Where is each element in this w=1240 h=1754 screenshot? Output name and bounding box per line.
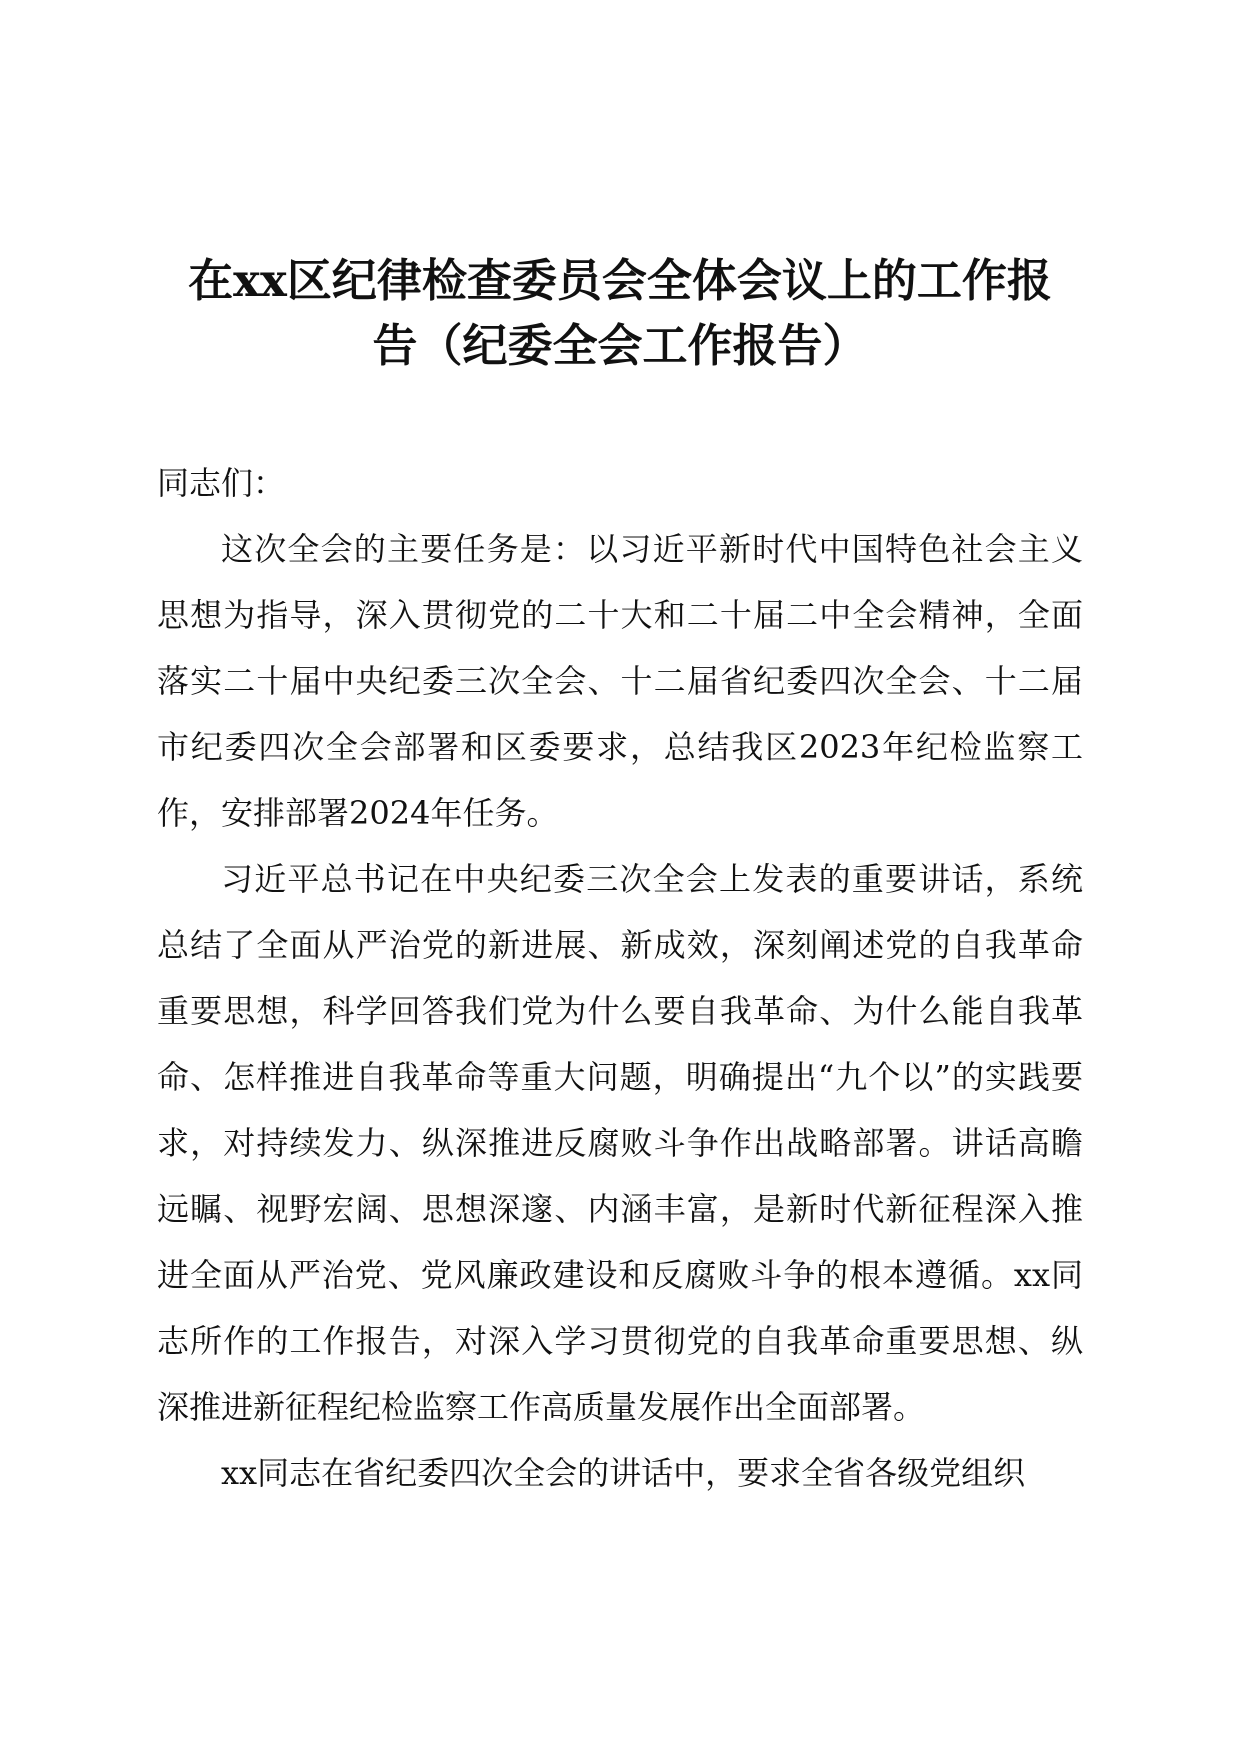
paragraph-3: xx同志在省纪委四次全会的讲话中，要求全省各级党组织 [221, 1454, 1026, 1492]
title-line-1: 在xx区纪律检查委员会全体会议上的工作报 [188, 254, 1052, 307]
title-line-2: 告（纪委全会工作报告） [372, 319, 868, 372]
salutation: 同志们： [157, 464, 286, 502]
document-body [157, 450, 1083, 1506]
document-title [150, 248, 1090, 378]
paragraph-1: 这次全会的主要任务是：以习近平新时代中国特色社会主义思想为指导，深入贯彻党的二十大和二十届二中全会精神，全面落实二十届中央纪委三次全会、十二届省纪委四次全会、十二届市纪委四次全会部署和区委要求，总结我区2023年纪检监察工作，安排部署2024年任务。 [157, 530, 1083, 832]
paragraph-2: 习近平总书记在中央纪委三次全会上发表的重要讲话，系统总结了全面从严治党的新进展、新成效，深刻阐述党的自我革命重要思想，科学回答我们党为什么要自我革命、为什么能自我革命、怎样推进自我革命等重大问题，明确提出“九个以”的实践要求，对持续发力、纵深推进反腐败斗争作出战略部署。讲话高瞻远瞩、视野宏阔、思想深邃、内涵丰富，是新时代新征程深入推进全面从严治党、党风廉政建设和反腐败斗争的根本遵循。xx同志所作的工作报告，对深入学习贯彻党的自我革命重要思想、纵深推进新征程纪检监察工作高质量发展作出全面部署。 [157, 860, 1083, 1426]
